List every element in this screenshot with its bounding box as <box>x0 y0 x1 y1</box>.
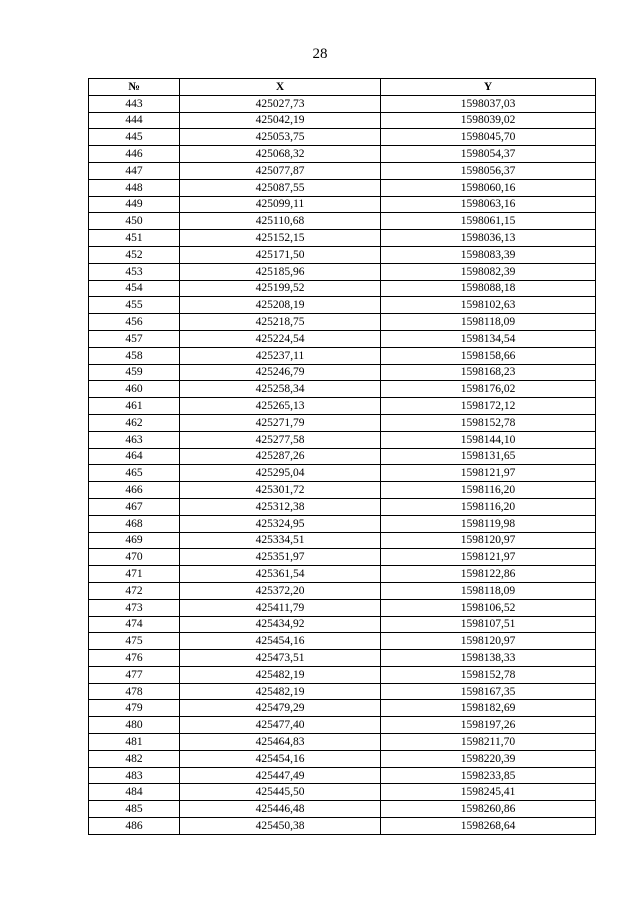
cell-y: 1598054,37 <box>381 146 596 163</box>
cell-y: 1598061,15 <box>381 213 596 230</box>
cell-x: 425312,38 <box>180 498 381 515</box>
cell-y: 1598122,86 <box>381 566 596 583</box>
cell-y: 1598245,41 <box>381 784 596 801</box>
cell-number: 475 <box>89 633 180 650</box>
cell-number: 450 <box>89 213 180 230</box>
table-row <box>89 498 596 515</box>
cell-y: 1598118,09 <box>381 582 596 599</box>
cell-x: 425246,79 <box>180 364 381 381</box>
cell-x: 425068,32 <box>180 146 381 163</box>
table-row <box>89 263 596 280</box>
cell-number: 456 <box>89 314 180 331</box>
cell-x: 425450,38 <box>180 818 381 835</box>
table-row <box>89 734 596 751</box>
cell-x: 425224,54 <box>180 330 381 347</box>
table-row <box>89 616 596 633</box>
cell-y: 1598119,98 <box>381 515 596 532</box>
cell-y: 1598060,16 <box>381 179 596 196</box>
table-row <box>89 767 596 784</box>
cell-number: 443 <box>89 95 180 112</box>
cell-y: 1598131,65 <box>381 448 596 465</box>
cell-y: 1598158,66 <box>381 347 596 364</box>
cell-x: 425445,50 <box>180 784 381 801</box>
cell-number: 474 <box>89 616 180 633</box>
cell-x: 425447,49 <box>180 767 381 784</box>
column-header-number: № <box>89 79 180 96</box>
cell-y: 1598167,35 <box>381 683 596 700</box>
table-row <box>89 330 596 347</box>
cell-y: 1598268,64 <box>381 818 596 835</box>
cell-number: 464 <box>89 448 180 465</box>
cell-x: 425482,19 <box>180 666 381 683</box>
cell-x: 425208,19 <box>180 297 381 314</box>
cell-y: 1598063,16 <box>381 196 596 213</box>
table-row <box>89 112 596 129</box>
cell-number: 452 <box>89 246 180 263</box>
cell-y: 1598182,69 <box>381 700 596 717</box>
cell-number: 473 <box>89 599 180 616</box>
cell-y: 1598220,39 <box>381 750 596 767</box>
table-row <box>89 95 596 112</box>
table-row <box>89 801 596 818</box>
cell-x: 425277,58 <box>180 431 381 448</box>
cell-number: 469 <box>89 532 180 549</box>
cell-y: 1598120,97 <box>381 633 596 650</box>
table-row <box>89 784 596 801</box>
cell-x: 425473,51 <box>180 650 381 667</box>
table-row <box>89 717 596 734</box>
cell-x: 425324,95 <box>180 515 381 532</box>
table-row <box>89 364 596 381</box>
cell-x: 425027,73 <box>180 95 381 112</box>
cell-y: 1598138,33 <box>381 650 596 667</box>
cell-y: 1598106,52 <box>381 599 596 616</box>
table-row <box>89 146 596 163</box>
cell-number: 445 <box>89 129 180 146</box>
cell-y: 1598144,10 <box>381 431 596 448</box>
cell-number: 462 <box>89 414 180 431</box>
table-row <box>89 666 596 683</box>
cell-x: 425434,92 <box>180 616 381 633</box>
table-row <box>89 196 596 213</box>
cell-y: 1598102,63 <box>381 297 596 314</box>
cell-y: 1598082,39 <box>381 263 596 280</box>
cell-number: 470 <box>89 549 180 566</box>
cell-y: 1598168,23 <box>381 364 596 381</box>
cell-number: 453 <box>89 263 180 280</box>
cell-x: 425042,19 <box>180 112 381 129</box>
cell-number: 478 <box>89 683 180 700</box>
table-row <box>89 482 596 499</box>
table-row <box>89 566 596 583</box>
table-row <box>89 650 596 667</box>
cell-x: 425479,29 <box>180 700 381 717</box>
cell-y: 1598152,78 <box>381 414 596 431</box>
table-row <box>89 465 596 482</box>
cell-y: 1598121,97 <box>381 465 596 482</box>
cell-number: 457 <box>89 330 180 347</box>
cell-number: 477 <box>89 666 180 683</box>
cell-number: 455 <box>89 297 180 314</box>
cell-x: 425271,79 <box>180 414 381 431</box>
table-row <box>89 532 596 549</box>
cell-x: 425295,04 <box>180 465 381 482</box>
cell-x: 425454,16 <box>180 750 381 767</box>
cell-x: 425372,20 <box>180 582 381 599</box>
table-row <box>89 162 596 179</box>
cell-y: 1598260,86 <box>381 801 596 818</box>
cell-number: 460 <box>89 381 180 398</box>
table-row <box>89 179 596 196</box>
table-row <box>89 297 596 314</box>
cell-y: 1598197,26 <box>381 717 596 734</box>
cell-x: 425411,79 <box>180 599 381 616</box>
cell-x: 425237,11 <box>180 347 381 364</box>
table-row <box>89 314 596 331</box>
column-header-x: X <box>180 79 381 96</box>
cell-x: 425446,48 <box>180 801 381 818</box>
cell-x: 425334,51 <box>180 532 381 549</box>
cell-number: 476 <box>89 650 180 667</box>
table-row <box>89 129 596 146</box>
cell-number: 465 <box>89 465 180 482</box>
cell-x: 425301,72 <box>180 482 381 499</box>
cell-y: 1598120,97 <box>381 532 596 549</box>
cell-x: 425477,40 <box>180 717 381 734</box>
cell-number: 444 <box>89 112 180 129</box>
cell-number: 446 <box>89 146 180 163</box>
cell-y: 1598083,39 <box>381 246 596 263</box>
cell-y: 1598036,13 <box>381 230 596 247</box>
cell-number: 466 <box>89 482 180 499</box>
cell-x: 425152,15 <box>180 230 381 247</box>
cell-number: 480 <box>89 717 180 734</box>
cell-number: 468 <box>89 515 180 532</box>
cell-y: 1598118,09 <box>381 314 596 331</box>
cell-x: 425258,34 <box>180 381 381 398</box>
cell-y: 1598037,03 <box>381 95 596 112</box>
page-number: 28 <box>312 46 328 62</box>
cell-x: 425351,97 <box>180 549 381 566</box>
table-body <box>89 95 596 834</box>
table-row <box>89 818 596 835</box>
cell-number: 482 <box>89 750 180 767</box>
cell-x: 425171,50 <box>180 246 381 263</box>
table-row <box>89 280 596 297</box>
cell-y: 1598088,18 <box>381 280 596 297</box>
cell-number: 483 <box>89 767 180 784</box>
table-row <box>89 431 596 448</box>
cell-y: 1598116,20 <box>381 498 596 515</box>
table-row <box>89 633 596 650</box>
cell-x: 425464,83 <box>180 734 381 751</box>
table-row <box>89 683 596 700</box>
table-row <box>89 750 596 767</box>
cell-number: 484 <box>89 784 180 801</box>
table-row <box>89 549 596 566</box>
table-row <box>89 515 596 532</box>
table-row <box>89 599 596 616</box>
cell-number: 463 <box>89 431 180 448</box>
cell-number: 467 <box>89 498 180 515</box>
cell-x: 425199,52 <box>180 280 381 297</box>
cell-number: 481 <box>89 734 180 751</box>
cell-y: 1598172,12 <box>381 398 596 415</box>
cell-x: 425087,55 <box>180 179 381 196</box>
cell-number: 459 <box>89 364 180 381</box>
cell-number: 471 <box>89 566 180 583</box>
cell-x: 425185,96 <box>180 263 381 280</box>
cell-number: 454 <box>89 280 180 297</box>
table-row <box>89 448 596 465</box>
cell-x: 425218,75 <box>180 314 381 331</box>
cell-x: 425361,54 <box>180 566 381 583</box>
cell-number: 486 <box>89 818 180 835</box>
cell-number: 472 <box>89 582 180 599</box>
table-header-row <box>89 79 596 96</box>
cell-y: 1598152,78 <box>381 666 596 683</box>
cell-y: 1598045,70 <box>381 129 596 146</box>
table-row <box>89 700 596 717</box>
cell-x: 425287,26 <box>180 448 381 465</box>
cell-x: 425099,11 <box>180 196 381 213</box>
cell-x: 425482,19 <box>180 683 381 700</box>
table-row <box>89 381 596 398</box>
cell-number: 448 <box>89 179 180 196</box>
cell-x: 425454,16 <box>180 633 381 650</box>
cell-y: 1598116,20 <box>381 482 596 499</box>
cell-y: 1598211,70 <box>381 734 596 751</box>
table-row <box>89 347 596 364</box>
column-header-y: Y <box>381 79 596 96</box>
cell-x: 425077,87 <box>180 162 381 179</box>
cell-number: 458 <box>89 347 180 364</box>
cell-number: 479 <box>89 700 180 717</box>
cell-y: 1598176,02 <box>381 381 596 398</box>
coordinates-table <box>88 78 596 835</box>
cell-x: 425265,13 <box>180 398 381 415</box>
cell-number: 461 <box>89 398 180 415</box>
cell-y: 1598121,97 <box>381 549 596 566</box>
table-row <box>89 582 596 599</box>
table-row <box>89 398 596 415</box>
cell-number: 447 <box>89 162 180 179</box>
cell-x: 425053,75 <box>180 129 381 146</box>
cell-number: 449 <box>89 196 180 213</box>
cell-number: 451 <box>89 230 180 247</box>
table-row <box>89 246 596 263</box>
table-row <box>89 230 596 247</box>
cell-y: 1598056,37 <box>381 162 596 179</box>
cell-y: 1598134,54 <box>381 330 596 347</box>
cell-x: 425110,68 <box>180 213 381 230</box>
cell-y: 1598107,51 <box>381 616 596 633</box>
table-row <box>89 414 596 431</box>
cell-y: 1598039,02 <box>381 112 596 129</box>
cell-number: 485 <box>89 801 180 818</box>
table-row <box>89 213 596 230</box>
cell-y: 1598233,85 <box>381 767 596 784</box>
